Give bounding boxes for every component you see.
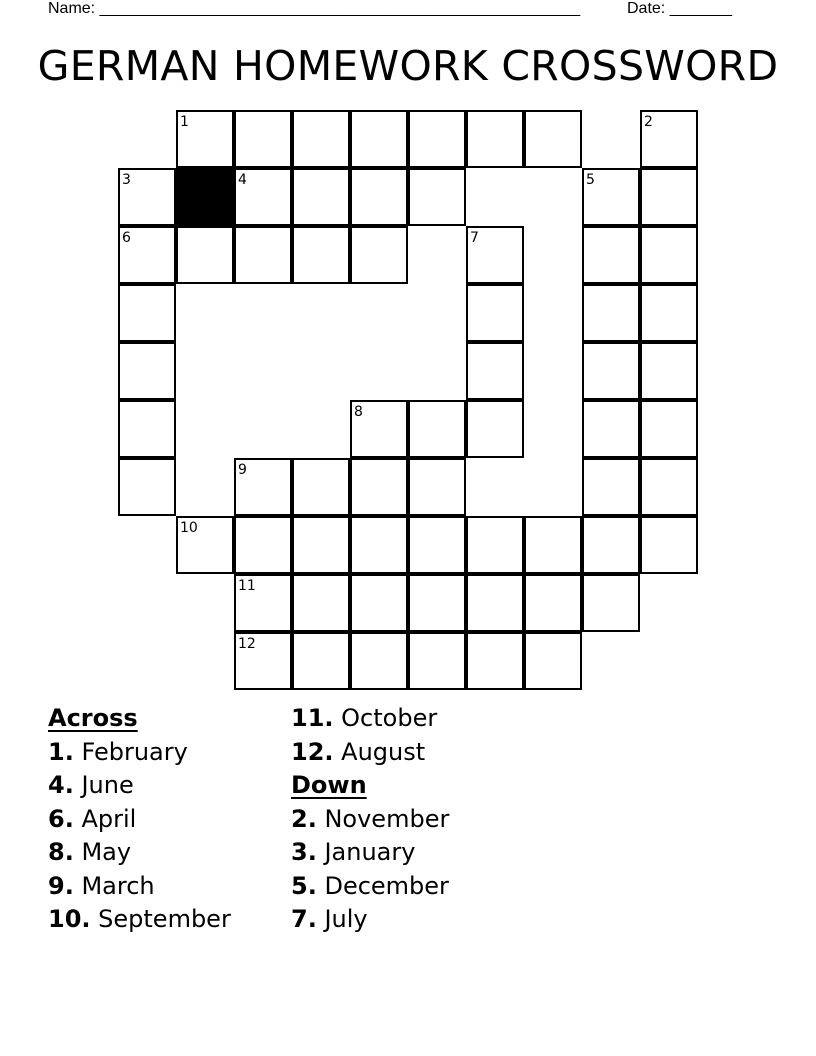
grid-cell[interactable] — [234, 110, 292, 168]
grid-cell[interactable] — [582, 400, 640, 458]
clue-item — [48, 836, 231, 870]
clue-item — [48, 870, 231, 904]
grid-cell[interactable] — [640, 168, 698, 226]
grid-cell[interactable] — [176, 516, 234, 574]
grid-cell[interactable] — [408, 458, 466, 516]
cell-number: 3 — [122, 172, 131, 188]
grid-cell[interactable] — [234, 632, 292, 690]
cell-number: 5 — [586, 172, 595, 188]
grid-cell[interactable] — [118, 226, 176, 284]
clue-item — [291, 870, 449, 904]
grid-cell[interactable] — [408, 400, 466, 458]
grid-cell[interactable] — [640, 342, 698, 400]
grid-cell[interactable] — [350, 226, 408, 284]
grid-cell[interactable] — [582, 226, 640, 284]
grid-cell[interactable] — [234, 574, 292, 632]
clue-number: 5. — [291, 871, 317, 900]
clue-text: August — [341, 737, 426, 766]
grid-cell[interactable] — [176, 226, 234, 284]
section-heading-text: Down — [291, 771, 367, 799]
clue-text: October — [341, 704, 438, 732]
grid-cell[interactable] — [408, 110, 466, 168]
clue-column-1 — [48, 702, 231, 937]
grid-cell[interactable] — [524, 516, 582, 574]
grid-cell[interactable] — [292, 110, 350, 168]
grid-cell[interactable] — [466, 342, 524, 400]
grid-cell[interactable] — [292, 458, 350, 516]
grid-cell[interactable] — [350, 516, 408, 574]
grid-cell[interactable] — [350, 458, 408, 516]
clue-item — [291, 736, 449, 770]
grid-cell[interactable] — [118, 458, 176, 516]
clue-item — [48, 736, 231, 770]
grid-cell[interactable] — [640, 458, 698, 516]
clue-number: 6. — [48, 804, 74, 833]
grid-cell[interactable] — [582, 574, 640, 632]
grid-cell[interactable] — [292, 168, 350, 226]
grid-cell[interactable] — [582, 458, 640, 516]
grid-cell[interactable] — [466, 226, 524, 284]
clue-number: 7. — [291, 905, 317, 933]
grid-cell[interactable] — [350, 110, 408, 168]
grid-cell[interactable] — [234, 458, 292, 516]
grid-cell[interactable] — [292, 516, 350, 574]
cell-number: 11 — [238, 578, 256, 594]
grid-cell[interactable] — [118, 342, 176, 400]
grid-cell[interactable] — [292, 226, 350, 284]
clue-number: 1. — [48, 737, 74, 766]
grid-cell[interactable] — [118, 284, 176, 342]
grid-cell[interactable] — [524, 110, 582, 168]
clue-number: 3. — [291, 838, 317, 866]
clue-number: 2. — [291, 804, 317, 833]
grid-cell[interactable] — [234, 516, 292, 574]
grid-cell[interactable] — [234, 226, 292, 284]
clue-item — [48, 803, 231, 837]
grid-cell[interactable] — [118, 168, 176, 226]
clue-item — [48, 769, 231, 803]
grid-cell[interactable] — [640, 400, 698, 458]
grid-cell[interactable] — [582, 284, 640, 342]
grid-cell[interactable] — [466, 574, 524, 632]
clue-text: July — [324, 905, 368, 933]
clue-text: November — [324, 804, 450, 833]
grid-cell[interactable] — [582, 516, 640, 574]
grid-cell[interactable] — [350, 400, 408, 458]
clue-column-2 — [291, 702, 449, 937]
grid-cell[interactable] — [466, 284, 524, 342]
grid-cell[interactable] — [466, 110, 524, 168]
clue-item — [291, 702, 449, 736]
clue-item — [291, 836, 449, 870]
grid-cell[interactable] — [408, 168, 466, 226]
clue-number: 4. — [48, 771, 74, 799]
clue-section-heading — [48, 702, 231, 736]
clue-item — [291, 803, 449, 837]
grid-cell[interactable] — [350, 574, 408, 632]
clue-text: March — [81, 871, 155, 900]
page-title: GERMAN HOMEWORK CROSSWORD — [37, 42, 779, 90]
clue-number: 8. — [48, 838, 74, 866]
cell-number: 12 — [238, 636, 256, 652]
grid-cell[interactable] — [408, 516, 466, 574]
clue-number: 11. — [291, 704, 334, 732]
cell-number: 6 — [122, 230, 131, 246]
clue-item — [291, 903, 449, 937]
name-field-label: Name: ______________________________________________________ — [48, 0, 581, 17]
cell-number: 8 — [354, 404, 363, 420]
clue-text: June — [81, 771, 134, 799]
grid-cell[interactable] — [640, 226, 698, 284]
grid-cell[interactable] — [292, 574, 350, 632]
grid-cell[interactable] — [176, 110, 234, 168]
grid-cell[interactable] — [524, 574, 582, 632]
cell-number: 4 — [238, 172, 247, 188]
grid-cell[interactable] — [640, 284, 698, 342]
grid-cell[interactable] — [292, 632, 350, 690]
grid-cell[interactable] — [466, 516, 524, 574]
clue-text: January — [324, 838, 416, 866]
cell-number: 7 — [470, 230, 479, 246]
blocked-cell — [176, 168, 234, 226]
grid-cell[interactable] — [408, 632, 466, 690]
clue-text: May — [81, 838, 132, 866]
clue-number: 9. — [48, 871, 74, 900]
clue-text: April — [81, 804, 137, 833]
grid-cell[interactable] — [524, 632, 582, 690]
date-field-label: Date: _______ — [627, 0, 732, 17]
grid-cell[interactable] — [350, 168, 408, 226]
clue-item — [48, 903, 231, 937]
clue-text: February — [81, 737, 188, 766]
grid-cell[interactable] — [466, 632, 524, 690]
clue-number: 10. — [48, 905, 91, 933]
grid-cell[interactable] — [640, 516, 698, 574]
grid-cell[interactable] — [640, 110, 698, 168]
grid-cell[interactable] — [582, 168, 640, 226]
cell-number: 1 — [180, 114, 189, 130]
grid-cell[interactable] — [408, 574, 466, 632]
grid-cell[interactable] — [118, 400, 176, 458]
cell-number: 9 — [238, 462, 247, 478]
clue-text: September — [98, 905, 231, 933]
clue-number: 12. — [291, 737, 334, 766]
cell-number: 2 — [644, 114, 653, 130]
grid-cell[interactable] — [582, 342, 640, 400]
cell-number: 10 — [180, 520, 198, 536]
section-heading-text: Across — [48, 704, 138, 732]
grid-cell[interactable] — [466, 400, 524, 458]
clue-text: December — [324, 871, 449, 900]
grid-cell[interactable] — [350, 632, 408, 690]
clue-section-heading — [291, 769, 449, 803]
grid-cell[interactable] — [234, 168, 292, 226]
